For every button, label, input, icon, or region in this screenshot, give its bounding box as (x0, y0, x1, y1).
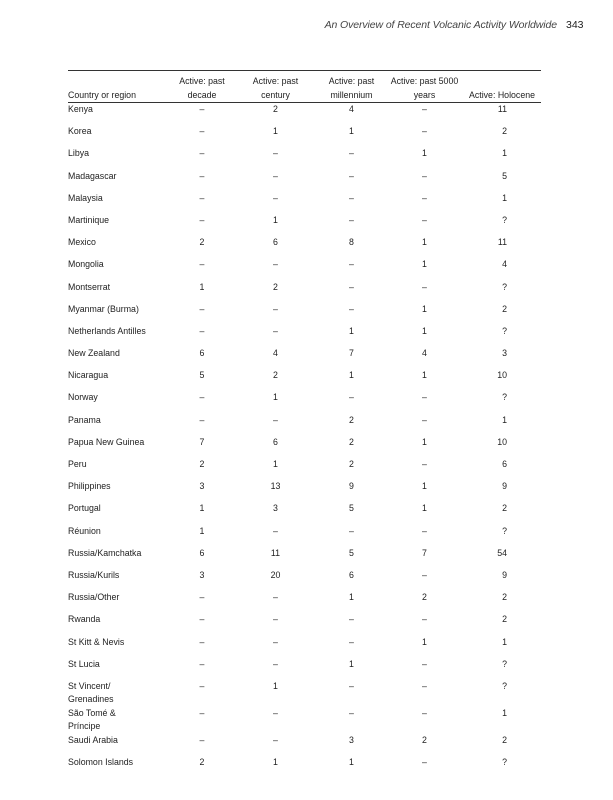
table-row (68, 280, 541, 302)
cell-century: – (273, 525, 278, 536)
cell-five-thousand: 1 (422, 259, 427, 270)
cell-five-thousand: 1 (422, 303, 427, 314)
country-name: Peru (68, 459, 87, 469)
table-row (68, 733, 541, 755)
country-name: Saudi Arabia (68, 734, 118, 745)
cell-century: 1 (273, 214, 278, 225)
cell-century: – (273, 414, 278, 425)
cell-country (68, 706, 166, 733)
country-name: Russia/Kurils (68, 569, 120, 580)
cell-century: 1 (273, 459, 278, 469)
cell-decade: – (199, 192, 205, 203)
country-name: Mongolia (68, 259, 104, 270)
cell-five-thousand: 1 (422, 325, 427, 336)
table-row (68, 413, 541, 435)
table-header-row (68, 72, 541, 102)
cell-holocene: 6 (502, 459, 507, 469)
cell-millennium: 3 (349, 734, 354, 745)
cell-five-thousand: 1 (422, 370, 427, 381)
cell-holocene: 9 (502, 569, 507, 580)
country-name: Russia/Other (68, 592, 120, 603)
cell-decade: – (199, 658, 205, 669)
cell-decade: – (199, 214, 205, 225)
table-row (68, 755, 541, 777)
cell-holocene: 4 (502, 259, 507, 270)
table-row (68, 590, 541, 612)
cell-holocene: 1 (502, 148, 507, 159)
table-body (68, 102, 541, 777)
country-name: St Lucia (68, 658, 100, 669)
cell-holocene: 2 (502, 503, 507, 514)
cell-decade: – (199, 707, 205, 718)
cell-decade: – (199, 126, 205, 137)
cell-five-thousand: – (422, 525, 427, 536)
table-row (68, 146, 541, 168)
cell-holocene: 3 (502, 348, 507, 359)
cell-five-thousand: 1 (422, 503, 427, 514)
table-row (68, 169, 541, 191)
table-row (68, 501, 541, 523)
header-century: Active: past century (252, 76, 299, 100)
cell-holocene: 10 (497, 436, 507, 447)
cell-decade: 5 (199, 370, 205, 381)
cell-millennium: 4 (349, 104, 354, 114)
cell-century: 1 (273, 126, 278, 137)
cell-holocene: 11 (497, 237, 507, 248)
cell-country (68, 257, 166, 279)
country-name-line2: Príncipe (68, 720, 101, 731)
cell-millennium: – (349, 303, 354, 314)
cell-five-thousand: – (422, 658, 427, 669)
header-millennium: Active: past millennium (328, 76, 375, 100)
cell-decade: – (199, 392, 205, 403)
cell-five-thousand: – (422, 757, 427, 768)
cell-five-thousand: – (422, 192, 427, 203)
cell-holocene: 2 (502, 303, 507, 314)
cell-decade: 1 (199, 281, 205, 292)
cell-millennium: – (349, 192, 354, 203)
cell-millennium: 6 (349, 569, 354, 580)
table-row (68, 324, 541, 346)
cell-decade: 1 (199, 503, 205, 514)
cell-five-thousand: – (422, 414, 427, 425)
country-name: Solomon Islands (68, 757, 134, 768)
cell-country (68, 755, 166, 777)
country-name: Rwanda (68, 614, 101, 625)
cell-century: 2 (273, 281, 278, 292)
cell-five-thousand: – (422, 214, 427, 225)
cell-decade: – (199, 614, 205, 625)
cell-country (68, 235, 166, 257)
country-name: Libya (68, 148, 90, 159)
cell-holocene: 10 (497, 370, 507, 381)
cell-decade: – (199, 148, 205, 159)
cell-holocene: ? (502, 525, 507, 536)
cell-decade: – (199, 303, 205, 314)
cell-century: 1 (273, 757, 278, 768)
cell-country (68, 280, 166, 302)
cell-century: – (273, 658, 278, 669)
table-row (68, 706, 541, 733)
country-name: New Zealand (68, 348, 120, 359)
cell-millennium: 2 (349, 459, 354, 469)
country-name: Malaysia (68, 192, 103, 203)
cell-holocene: 1 (502, 636, 507, 647)
table-row (68, 235, 541, 257)
header-country: Country or region (68, 90, 136, 100)
cell-country (68, 546, 166, 568)
cell-country (68, 169, 166, 191)
table-row (68, 612, 541, 634)
cell-decade: 6 (199, 547, 205, 558)
cell-millennium: – (349, 259, 354, 270)
header-five-thousand: Active: past 5000 years (390, 76, 459, 100)
cell-millennium: – (349, 148, 354, 159)
table-row (68, 346, 541, 368)
cell-holocene: 2 (502, 126, 507, 137)
cell-country (68, 435, 166, 457)
cell-five-thousand: – (422, 126, 427, 137)
cell-millennium: – (349, 614, 354, 625)
cell-holocene: ? (502, 757, 507, 768)
country-name: Mexico (68, 237, 96, 248)
country-name: Panama (68, 414, 101, 425)
cell-country (68, 733, 166, 755)
country-name: Portugal (68, 503, 101, 514)
cell-five-thousand: 2 (422, 592, 427, 603)
table-row (68, 635, 541, 657)
cell-decade: – (199, 414, 205, 425)
cell-decade: 2 (199, 757, 205, 768)
cell-country (68, 302, 166, 324)
cell-millennium: – (349, 636, 354, 647)
cell-country (68, 213, 166, 235)
country-name: Montserrat (68, 281, 111, 292)
cell-decade: 2 (199, 459, 205, 469)
country-name: Korea (68, 126, 92, 137)
country-name: Kenya (68, 104, 93, 114)
cell-century: 2 (273, 104, 278, 114)
cell-five-thousand: – (422, 680, 427, 691)
table-row (68, 568, 541, 590)
cell-country (68, 679, 166, 706)
cell-decade: – (199, 325, 205, 336)
cell-decade: – (199, 592, 205, 603)
cell-millennium: 7 (349, 348, 354, 359)
cell-century: 20 (270, 569, 281, 580)
cell-millennium: 1 (349, 370, 354, 381)
cell-five-thousand: 4 (422, 348, 427, 359)
cell-country (68, 346, 166, 368)
cell-country (68, 324, 166, 346)
cell-millennium: 2 (349, 436, 354, 447)
cell-millennium: 5 (349, 503, 354, 514)
cell-century: – (273, 170, 278, 181)
cell-holocene: 54 (497, 547, 507, 558)
cell-decade: 1 (199, 525, 205, 536)
cell-millennium: – (349, 392, 354, 403)
cell-millennium: 1 (349, 757, 354, 768)
cell-country (68, 390, 166, 412)
country-name: Réunion (68, 525, 101, 536)
cell-millennium: – (349, 214, 354, 225)
cell-century: 6 (273, 436, 278, 447)
cell-country (68, 568, 166, 590)
cell-country (68, 635, 166, 657)
cell-decade: 3 (199, 481, 205, 492)
cell-decade: 6 (199, 348, 205, 359)
cell-five-thousand: 1 (422, 436, 427, 447)
cell-holocene: ? (502, 658, 507, 669)
cell-holocene: ? (502, 325, 507, 336)
cell-millennium: 1 (349, 658, 354, 669)
table-row (68, 191, 541, 213)
cell-country (68, 146, 166, 168)
cell-five-thousand: – (422, 707, 427, 718)
table-row (68, 213, 541, 235)
cell-millennium: – (349, 170, 354, 181)
cell-decade: – (199, 104, 205, 114)
country-name: Martinique (68, 214, 110, 225)
cell-five-thousand: – (422, 170, 427, 181)
cell-holocene: 1 (502, 192, 507, 203)
table-row (68, 124, 541, 146)
cell-century: 13 (270, 481, 281, 492)
cell-century: – (273, 614, 278, 625)
cell-five-thousand: 1 (422, 237, 427, 248)
cell-holocene: 2 (502, 592, 507, 603)
table-row (68, 546, 541, 568)
cell-five-thousand: 7 (422, 547, 427, 558)
volcanic-activity-table (68, 72, 541, 777)
cell-country (68, 590, 166, 612)
country-name-line2: Grenadines (68, 693, 114, 704)
cell-millennium: 8 (349, 237, 354, 248)
cell-country (68, 657, 166, 679)
cell-decade: – (199, 734, 205, 745)
cell-century: 2 (273, 370, 278, 381)
cell-country (68, 124, 166, 146)
cell-century: 1 (273, 680, 278, 691)
country-name: Papua New Guinea (68, 436, 145, 447)
cell-five-thousand: – (422, 614, 427, 625)
country-name: Norway (68, 392, 98, 403)
cell-century: 1 (273, 392, 278, 403)
cell-holocene: 2 (502, 614, 507, 625)
cell-century: – (273, 303, 278, 314)
cell-millennium: 1 (349, 325, 354, 336)
cell-holocene: 11 (497, 104, 507, 114)
table-row (68, 102, 541, 124)
cell-millennium: – (349, 525, 354, 536)
cell-century: 6 (273, 237, 278, 248)
table-row (68, 302, 541, 324)
cell-millennium: 5 (349, 547, 354, 558)
cell-country (68, 368, 166, 390)
cell-country (68, 413, 166, 435)
cell-five-thousand: 1 (422, 636, 427, 647)
cell-five-thousand: 1 (422, 148, 427, 159)
header-holocene: Active: Holocene (468, 90, 535, 100)
cell-decade: 3 (199, 569, 205, 580)
cell-country (68, 102, 166, 124)
cell-holocene: 1 (502, 707, 507, 718)
table-top-rule (68, 70, 541, 71)
cell-century: 3 (273, 503, 278, 514)
cell-century: – (273, 734, 278, 745)
cell-decade: 7 (199, 436, 205, 447)
country-name: Madagascar (68, 170, 117, 181)
country-name: St Vincent/ (68, 680, 111, 691)
cell-century: – (273, 592, 278, 603)
cell-century: – (273, 636, 278, 647)
country-name: Myanmar (Burma) (68, 303, 139, 314)
cell-country (68, 479, 166, 501)
cell-country (68, 524, 166, 546)
cell-five-thousand: – (422, 459, 427, 469)
cell-decade: – (199, 259, 205, 270)
cell-century: – (273, 707, 278, 718)
table-row (68, 257, 541, 279)
cell-decade: – (199, 680, 205, 691)
cell-millennium: 1 (349, 592, 354, 603)
table-row (68, 390, 541, 412)
cell-holocene: 1 (502, 414, 507, 425)
cell-country (68, 457, 166, 479)
cell-century: 11 (270, 547, 281, 558)
country-name: Netherlands Antilles (68, 325, 146, 336)
cell-holocene: 2 (502, 734, 507, 745)
cell-country (68, 612, 166, 634)
country-name: St Kitt & Nevis (68, 636, 125, 647)
cell-five-thousand: 2 (422, 734, 427, 745)
table-row (68, 435, 541, 457)
country-name: Philippines (68, 481, 111, 492)
cell-five-thousand: 1 (422, 481, 427, 492)
cell-holocene: ? (502, 214, 507, 225)
cell-five-thousand: – (422, 104, 427, 114)
cell-holocene: 5 (502, 170, 507, 181)
cell-holocene: ? (502, 281, 507, 292)
country-name: Nicaragua (68, 370, 109, 381)
header-decade: Active: past decade (179, 76, 225, 100)
cell-century: – (273, 259, 278, 270)
table-row (68, 479, 541, 501)
table-row (68, 457, 541, 479)
cell-millennium: – (349, 281, 354, 292)
cell-decade: – (199, 636, 205, 647)
cell-five-thousand: – (422, 392, 427, 403)
cell-millennium: 1 (349, 126, 354, 137)
cell-decade: – (199, 170, 205, 181)
cell-five-thousand: – (422, 281, 427, 292)
cell-millennium: 9 (349, 481, 354, 492)
cell-millennium: 2 (349, 414, 354, 425)
cell-century: – (273, 192, 278, 203)
cell-holocene: 9 (502, 481, 507, 492)
table-row (68, 657, 541, 679)
cell-decade: 2 (199, 237, 205, 248)
cell-millennium: – (349, 680, 354, 691)
country-name: São Tomé & (68, 707, 116, 718)
cell-holocene: ? (502, 392, 507, 403)
cell-holocene: ? (502, 680, 507, 691)
table-row (68, 679, 541, 706)
cell-century: – (273, 325, 278, 336)
table-row (68, 524, 541, 546)
page-number: 343 (566, 19, 584, 31)
cell-five-thousand: – (422, 569, 427, 580)
table-row (68, 368, 541, 390)
cell-country (68, 191, 166, 213)
country-name: Russia/Kamchatka (68, 547, 142, 558)
cell-century: 4 (273, 348, 278, 359)
cell-century: – (273, 148, 278, 159)
cell-millennium: – (349, 707, 354, 718)
cell-country (68, 501, 166, 523)
running-head: An Overview of Recent Volcanic Activity Worldwide (324, 19, 557, 31)
